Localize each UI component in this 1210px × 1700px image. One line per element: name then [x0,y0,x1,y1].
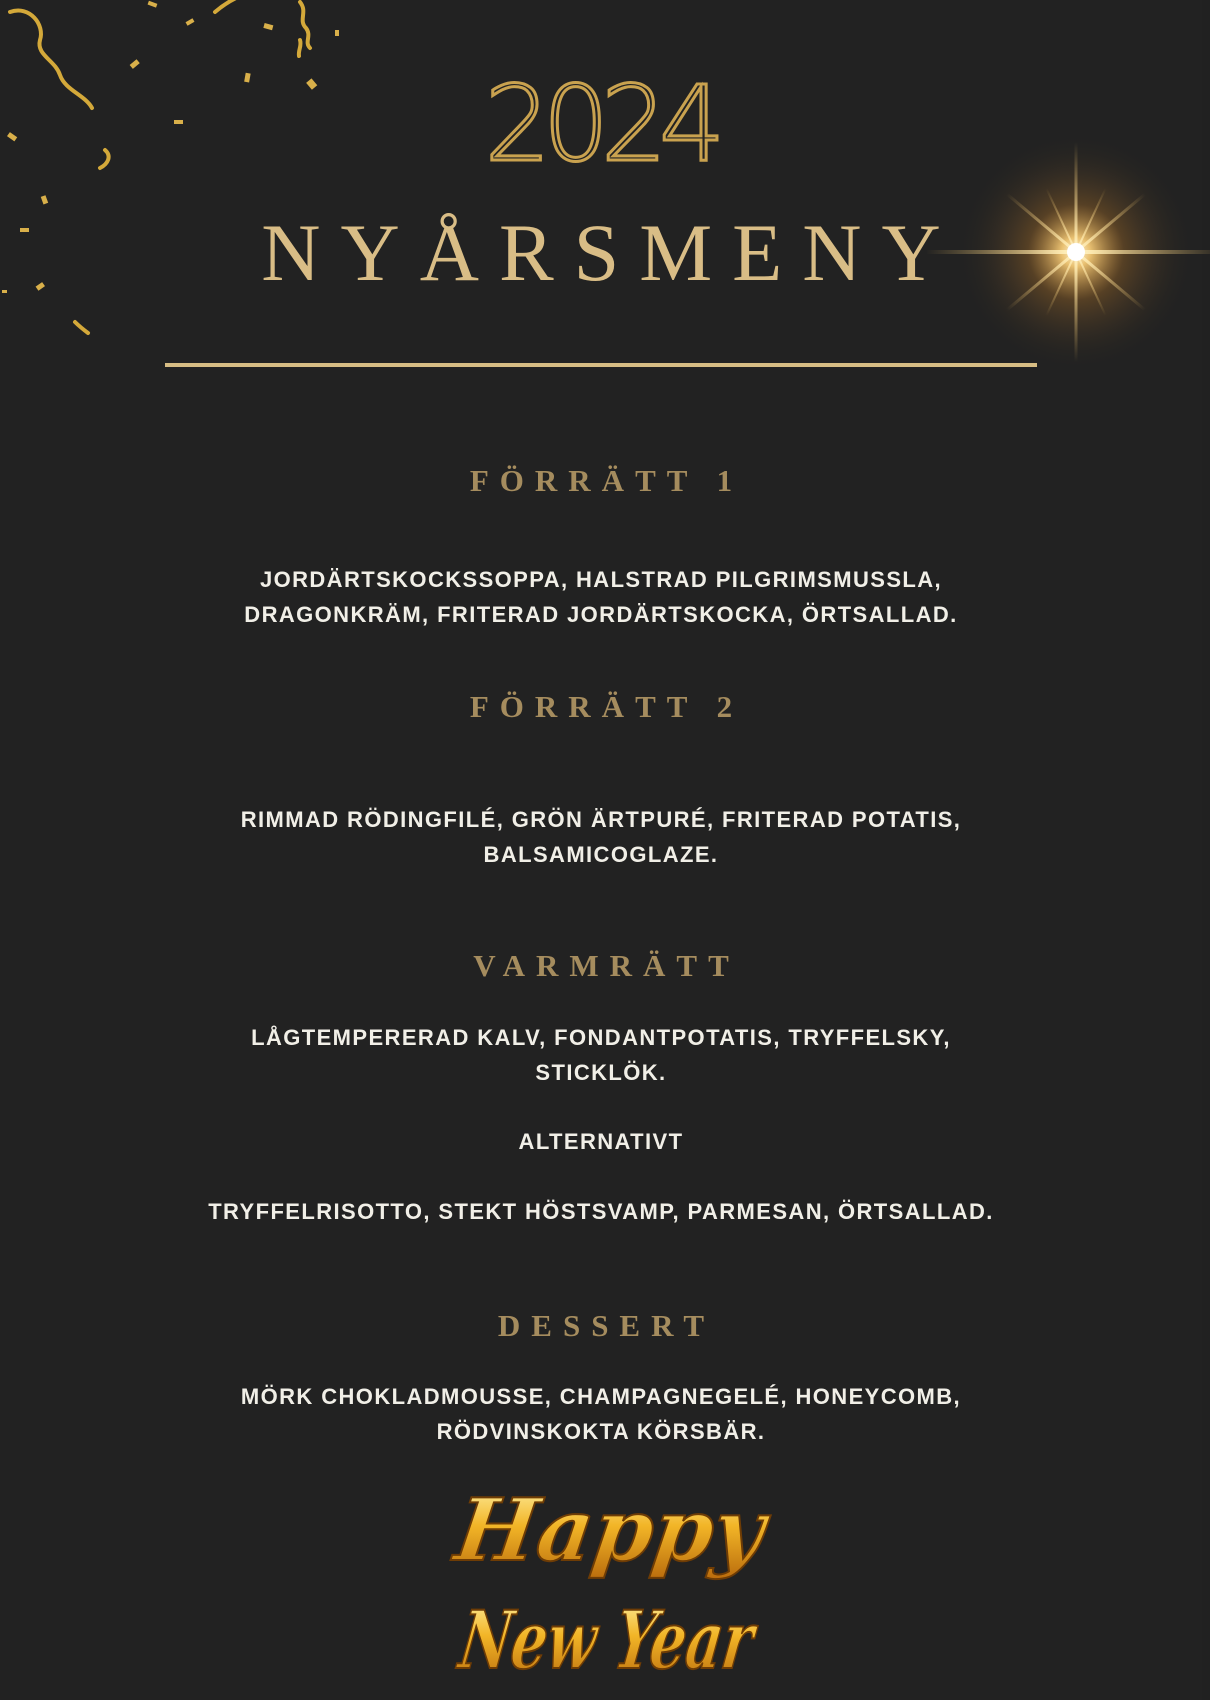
course-heading-forratt-2: FÖRRÄTT 2 [469,689,744,724]
course-dish-forratt-2 [0,802,1202,872]
dish-line: LÅGTEMPERERAD KALV, FONDANTPOTATIS, TRYFFELSKY, [251,1025,951,1050]
alternative-label: ALTERNATIVT [518,1129,684,1154]
dish-line: RÖDVINSKOKTA KÖRSBÄR. [436,1419,766,1444]
new-year-text: New Year [454,1593,884,1687]
dish-line: JORDÄRTSKOCKSSOPPA, HALSTRAD PILGRIMSMUSSLA, [259,567,943,592]
course-heading-forratt-1: FÖRRÄTT 1 [469,463,744,498]
alternative-dish: TRYFFELRISOTTO, STEKT HÖSTSVAMP, PARMESAN, ÖRTSALLAD. [208,1199,994,1224]
happy-new-year-graphic [440,1468,884,1700]
title-divider [165,363,1037,367]
course-heading-dessert: DESSERT [497,1308,716,1343]
course-dish-forratt-1 [0,562,1202,632]
year-heading: 2024 [484,63,718,185]
dish-line: MÖRK CHOKLADMOUSSE, CHAMPAGNEGELÉ, HONEYCOMB, [240,1384,962,1409]
course-heading-varmratt: VARMRÄTT [473,948,740,983]
course-dish-varmratt [0,1020,1202,1090]
dish-line: BALSAMICOGLAZE. [483,842,719,867]
course-dish-dessert [0,1379,1202,1449]
dish-line: DRAGONKRÄM, FRITERAD JORDÄRTSKOCKA, ÖRTSALLAD. [244,602,958,627]
dish-line: STICKLÖK. [535,1060,667,1085]
page-title: NYÅRSMENY [261,207,961,298]
happy-text: Happy [449,1480,771,1581]
dish-line: RIMMAD RÖDINGFILÉ, GRÖN ÄRTPURÉ, FRITERAD POTATIS, [240,807,962,832]
